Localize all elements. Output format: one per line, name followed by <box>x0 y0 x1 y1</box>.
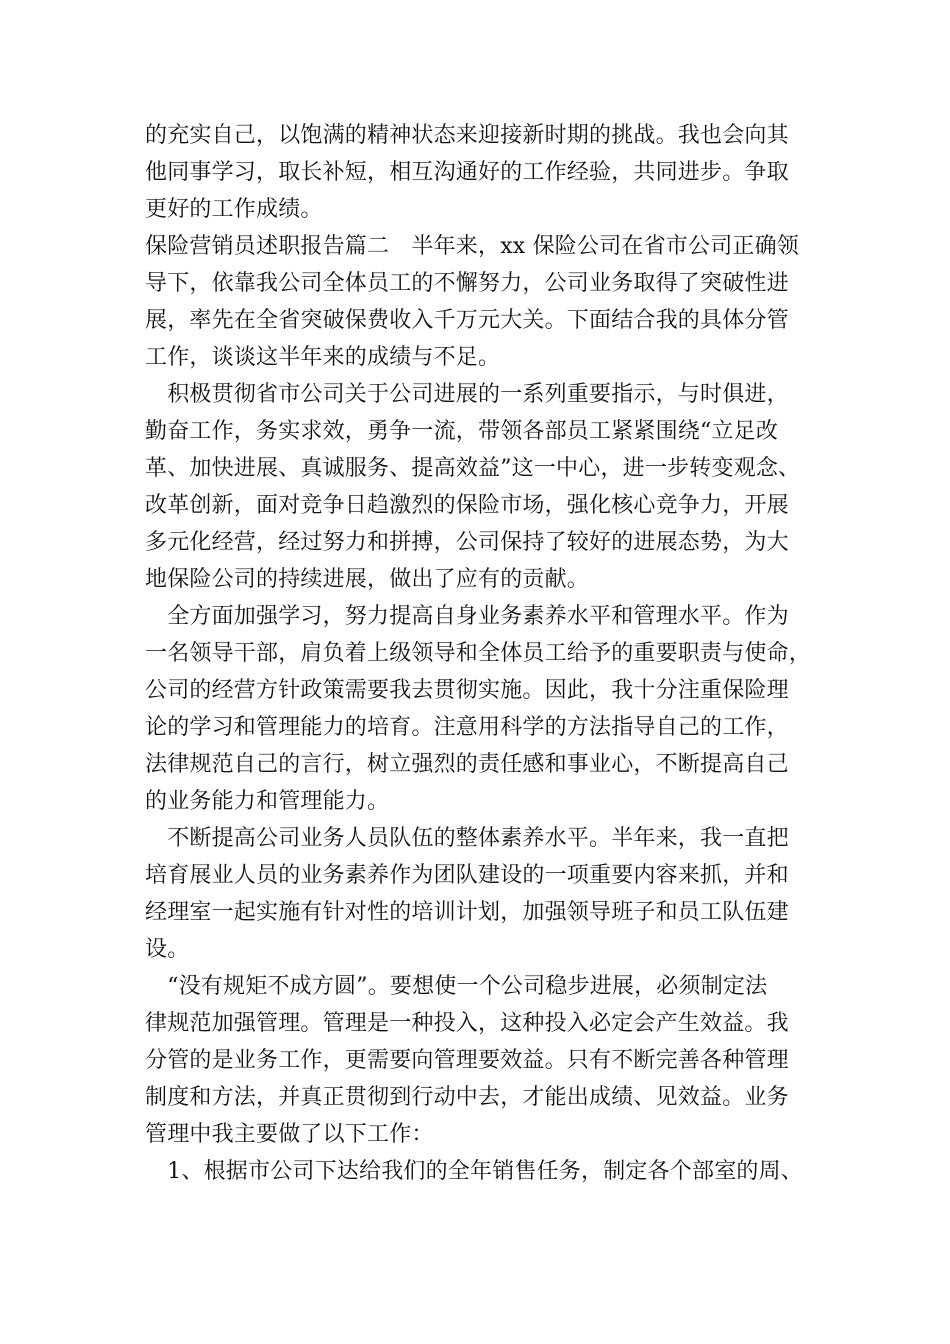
text-line: 多元化经营，经过努力和拼搏，公司保持了较好的进展态势，为大 <box>145 530 789 555</box>
text-line: 不断提高公司业务人员队伍的整体素养水平。半年来，我一直把 <box>145 826 789 851</box>
text-line: 导下，依靠我公司全体员工的不懈努力，公司业务取得了突破性进 <box>145 271 789 296</box>
text-line: 制度和方法，并真正贯彻到行动中去，才能出成绩、见效益。业务 <box>145 1085 789 1110</box>
text-line: 他同事学习，取长补短，相互沟通好的工作经验，共同进步。争取 <box>145 160 789 185</box>
text-line: 改革创新，面对竞争日趋激烈的保险市场，强化核心竞争力，开展 <box>145 493 789 518</box>
text-line: 分管的是业务工作，更需要向管理要效益。只有不断完善各种管理 <box>145 1048 789 1073</box>
text-line: 的业务能力和管理能力。 <box>145 789 390 814</box>
text-line: 管理中我主要做了以下工作： <box>145 1122 434 1147</box>
text-line: 法律规范自己的言行，树立强烈的责任感和事业心，不断提高自己 <box>145 752 789 777</box>
text-line: 保险营销员述职报告篇二 半年来，xx 保险公司在省市公司正确领 <box>145 234 800 259</box>
text-line: 展，率先在全省突破保费收入千万元大关。下面结合我的具体分管 <box>145 308 789 333</box>
text-line: 经理室一起实施有针对性的培训计划，加强领导班子和员工队伍建 <box>145 900 789 925</box>
text-line: 革、加快进展、真诚服务、提高效益”这一中心，进一步转变观念、 <box>145 456 801 481</box>
text-line: “没有规矩不成方圆”。要想使一个公司稳步进展，必须制定法 <box>145 974 768 999</box>
text-line: 设。 <box>145 937 190 962</box>
text-line: 地保险公司的持续进展，做出了应有的贡献。 <box>145 567 590 592</box>
text-line: 培育展业人员的业务素养作为团队建设的一项重要内容来抓，并和 <box>145 863 789 888</box>
text-line: 的充实自己，以饱满的精神状态来迎接新时期的挑战。我也会向其 <box>145 123 789 148</box>
text-line: 1、根据市公司下达给我们的全年销售任务，制定各个部室的周、 <box>145 1159 803 1184</box>
text-line: 更好的工作成绩。 <box>145 197 323 222</box>
text-line: 勤奋工作，务实求效，勇争一流，带领各部员工紧紧围绕“立足改 <box>145 419 779 444</box>
text-line: 积极贯彻省市公司关于公司进展的一系列重要指示，与时俱进， <box>145 382 789 407</box>
text-line: 工作，谈谈这半年来的成绩与不足。 <box>145 345 501 370</box>
text-line: 全方面加强学习，努力提高自身业务素养水平和管理水平。作为 <box>145 604 789 629</box>
text-line: 论的学习和管理能力的培育。注意用科学的方法指导自己的工作， <box>145 715 789 740</box>
text-line: 一名领导干部，肩负着上级领导和全体员工给予的重要职责与使命， <box>145 641 812 666</box>
text-line: 律规范加强管理。管理是一种投入，这种投入必定会产生效益。我 <box>145 1011 789 1036</box>
text-line: 公司的经营方针政策需要我去贯彻实施。因此，我十分注重保险理 <box>145 678 789 703</box>
document-body <box>145 117 815 1190</box>
